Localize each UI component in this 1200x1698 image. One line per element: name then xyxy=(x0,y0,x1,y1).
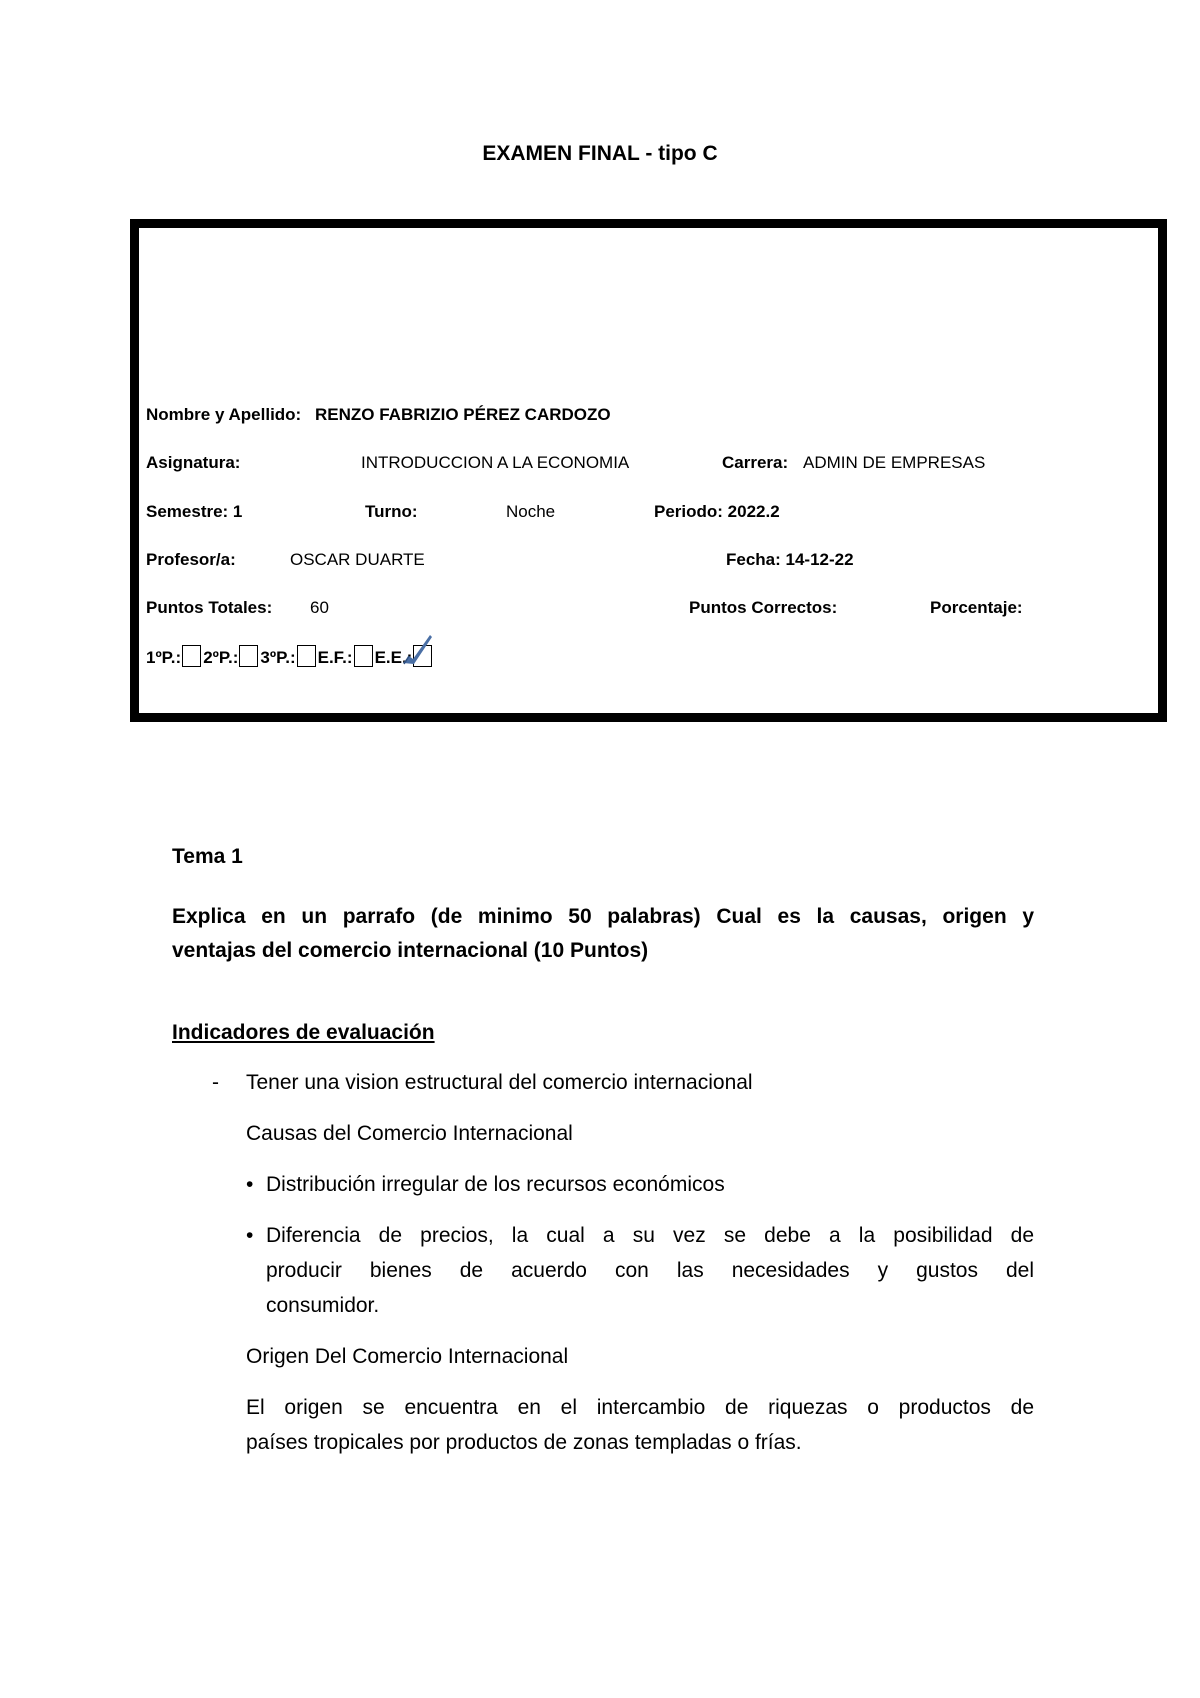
bullet-2-marker: • xyxy=(246,1224,254,1247)
semestre-field: Semestre: 1 xyxy=(146,502,243,521)
asignatura-label: Asignatura: xyxy=(146,453,241,472)
puntos-totales-value: 60 xyxy=(310,598,329,617)
causas-heading: Causas del Comercio Internacional xyxy=(246,1122,573,1145)
profesor-value: OSCAR DUARTE xyxy=(290,550,425,569)
periodo-field: Periodo: 2022.2 xyxy=(654,502,780,521)
indicators-heading: Indicadores de evaluación xyxy=(172,1021,435,1044)
puntos-correctos-label: Puntos Correctos: xyxy=(689,598,838,617)
checkbox-ef[interactable] xyxy=(354,645,373,667)
bullet-2-line-1: Diferencia de precios, la cual a su vez se debe a la posibilidad de xyxy=(266,1224,1034,1247)
carrera-value: ADMIN DE EMPRESAS xyxy=(803,453,986,472)
bullet-1-text: Distribución irregular de los recursos económicos xyxy=(266,1173,725,1196)
checkbox-label-ef: E.F.: xyxy=(317,648,353,667)
bullet-2-line-3: consumidor. xyxy=(266,1294,380,1317)
turno-value: Noche xyxy=(506,502,556,521)
question-line-2: ventajas del comercio internacional (10 Puntos) xyxy=(172,939,649,962)
origen-heading: Origen Del Comercio Internacional xyxy=(246,1345,569,1368)
indicator-text: Tener una vision estructural del comercio internacional xyxy=(246,1071,753,1094)
document-title: EXAMEN FINAL - tipo C xyxy=(482,142,718,165)
fecha-field: Fecha: 14-12-22 xyxy=(726,550,854,569)
checkbox-label-3p: 3ºP.: xyxy=(260,648,296,667)
origen-line-2: países tropicales por productos de zonas templadas o frías. xyxy=(246,1431,802,1454)
checkbox-label-1p: 1ºP.: xyxy=(146,648,182,667)
tema-heading: Tema 1 xyxy=(172,845,243,868)
bullet-2-line-2: producir bienes de acuerdo con las necesidades y gustos del xyxy=(266,1259,1034,1282)
asignatura-value: INTRODUCCION A LA ECONOMIA xyxy=(361,453,630,472)
puntos-totales-label: Puntos Totales: xyxy=(146,598,273,617)
question-line-1: Explica en un parrafo (de minimo 50 palabras) Cual es la causas, origen y xyxy=(172,905,1034,928)
profesor-label: Profesor/a: xyxy=(146,550,236,569)
nombre-value: RENZO FABRIZIO PÉREZ CARDOZO xyxy=(315,405,611,424)
origen-line-1: El origen se encuentra en el intercambio de riquezas o productos de xyxy=(246,1396,1034,1419)
checkbox-3p[interactable] xyxy=(297,645,316,667)
checkbox-1p[interactable] xyxy=(182,645,201,667)
checkmark-icon xyxy=(400,632,434,668)
bullet-1-marker: • xyxy=(246,1173,254,1196)
checkbox-2p[interactable] xyxy=(239,645,258,667)
turno-label: Turno: xyxy=(365,502,418,521)
indicator-dash: - xyxy=(212,1071,219,1094)
nombre-label: Nombre y Apellido: xyxy=(146,405,302,424)
porcentaje-label: Porcentaje: xyxy=(930,598,1023,617)
checkbox-label-2p: 2ºP.: xyxy=(203,648,239,667)
carrera-label: Carrera: xyxy=(722,453,789,472)
exam-type-checkboxes xyxy=(146,645,434,668)
checkbox-label-ee: E.E.: xyxy=(374,648,413,667)
